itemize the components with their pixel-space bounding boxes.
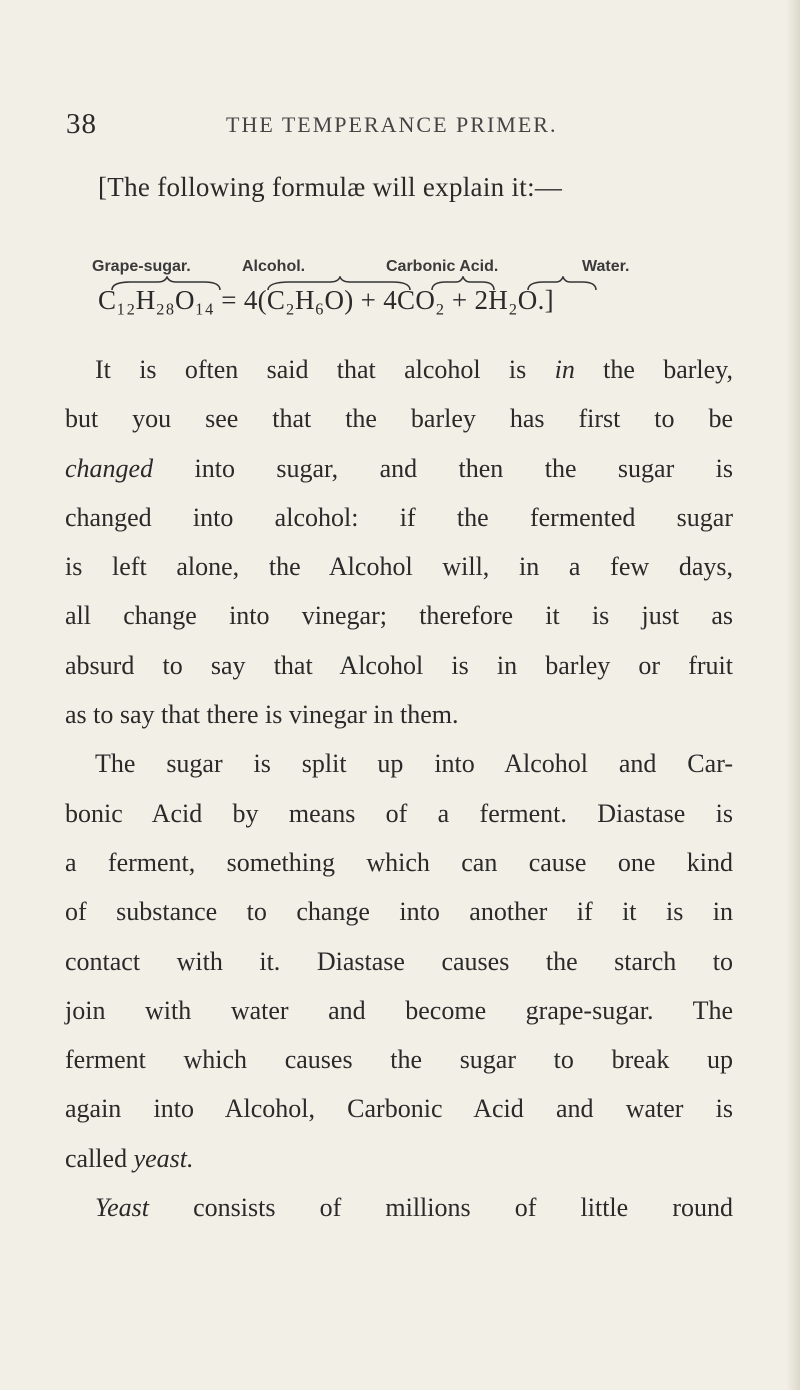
- label-grape-sugar: Grape-sugar.: [92, 258, 191, 275]
- formula-plus-1: +: [360, 285, 377, 315]
- label-water: Water.: [582, 258, 630, 275]
- formula-plus-2: +: [451, 285, 468, 315]
- formula-water: 2H₂O.]: [474, 285, 554, 315]
- paragraph-2-line-8: again into Alcohol, Carbonic Acid and water is: [65, 1094, 733, 1124]
- page-edge-shadow: [786, 0, 800, 1390]
- body-text: [65, 345, 733, 1232]
- paragraph-1-line-8: as to say that there is vinegar in them.: [65, 700, 459, 730]
- label-alcohol: Alcohol.: [242, 258, 306, 275]
- paragraph-1-line-2: but you see that the barley has first to be: [65, 404, 733, 434]
- paragraph-3-line-1: Yeast consists of millions of little round: [95, 1193, 733, 1223]
- paragraph-2-line-4: of substance to change into another if it is in: [65, 897, 733, 927]
- paragraph-2-line-3: a ferment, something which can cause one kind: [65, 847, 733, 877]
- paragraph-1-line-5: is left alone, the Alcohol will, in a few days,: [65, 552, 733, 582]
- paragraph-1-line-6: all change into vinegar; therefore it is just as: [65, 601, 733, 631]
- paragraph-1-line-7: absurd to say that Alcohol is in barley or fruit: [65, 650, 733, 680]
- paragraph-2-line-7: ferment which causes the sugar to break up: [65, 1045, 733, 1075]
- paragraph-2-line-5: contact with it. Diastase causes the starch to: [65, 946, 733, 976]
- paragraph-1-line-1: It is often said that alcohol is in the barley,: [95, 355, 733, 384]
- page-number: 38: [66, 108, 97, 140]
- label-carbonic-acid: Carbonic Acid.: [386, 258, 499, 275]
- page-header: [0, 108, 800, 148]
- paragraph-1-line-3: changed into sugar, and then the sugar is: [65, 453, 733, 483]
- running-title: THE TEMPERANCE PRIMER.: [226, 112, 558, 137]
- paragraph-1-line-4: changed into alcohol: if the fermented sugar: [65, 502, 733, 532]
- paragraph-2-line-9: called yeast.: [65, 1143, 194, 1173]
- formula-carbonic-acid: 4CO₂: [383, 285, 445, 315]
- formula-alcohol: 4(C₂H₆O): [243, 285, 354, 315]
- paragraph-2-line-6: join with water and become grape-sugar. The: [65, 995, 733, 1025]
- chemical-formula: [98, 285, 554, 316]
- paragraph-2-line-1: The sugar is split up into Alcohol and Car-: [95, 749, 733, 779]
- formula-grape-sugar: C₁₂H₂₈O₁₄: [98, 285, 215, 315]
- paragraph-2-line-2: bonic Acid by means of a ferment. Diastase is: [65, 798, 733, 828]
- formula-intro: [The following formulæ will explain it:—: [98, 172, 563, 202]
- formula-equals: =: [221, 285, 237, 315]
